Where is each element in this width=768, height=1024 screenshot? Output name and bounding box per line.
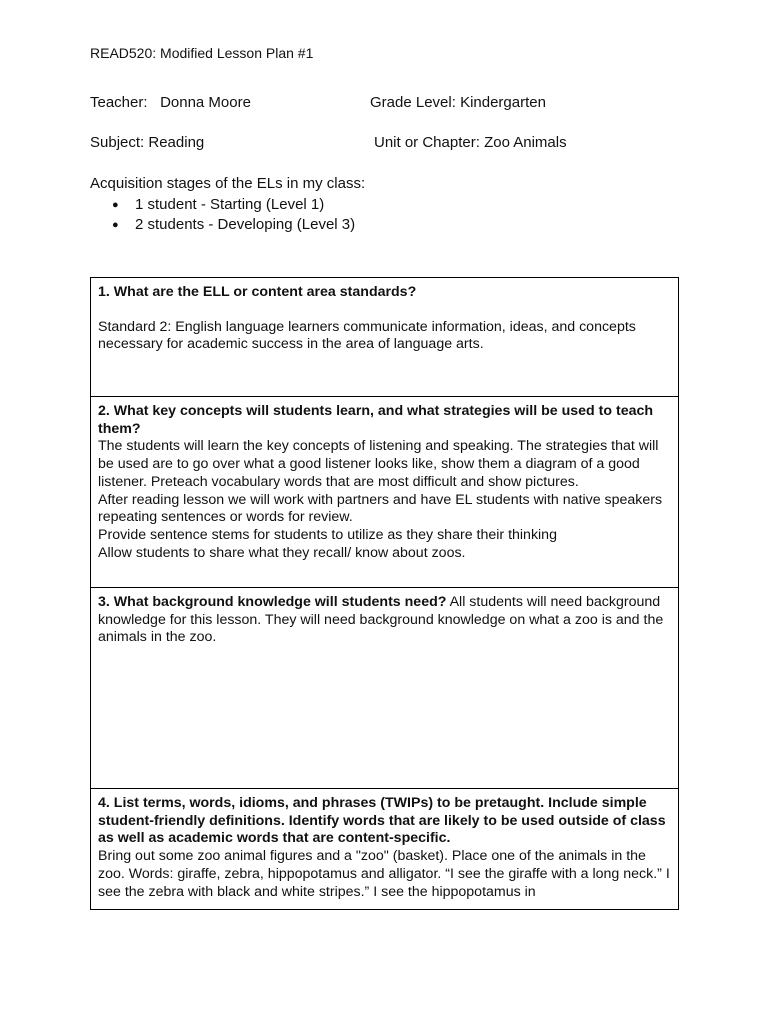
unit-field — [374, 134, 567, 152]
answer-text: All students will need background knowledge for this lesson. They will need background knowledge on what a zoo is and the animals in the zoo. — [98, 594, 664, 646]
grade-field — [370, 94, 546, 112]
table-cell — [91, 789, 679, 910]
question-text: 3. What background knowledge will students need? — [98, 594, 447, 610]
subject-field — [90, 134, 204, 152]
stages-list — [90, 195, 355, 235]
table-row — [91, 588, 679, 789]
answer-line: After reading lesson we will work with partners and have EL students with native speakers repeating sentences or words for review. — [98, 491, 663, 526]
table-row — [91, 397, 679, 588]
teacher-label: Teacher: — [90, 94, 148, 111]
table-cell — [91, 397, 679, 588]
list-item: ● 1 student - Starting (Level 1) — [112, 196, 325, 213]
question-text: 1. What are the ELL or content area standards? — [98, 284, 417, 300]
table-cell — [91, 588, 679, 789]
subject-value: Reading — [148, 134, 205, 151]
teacher-field — [90, 94, 251, 112]
list-item: ● 2 students - Developing (Level 3) — [112, 216, 356, 233]
document-title: READ520: Modified Lesson Plan #1 — [90, 45, 314, 61]
grade-value: Kindergarten — [460, 94, 546, 111]
question-text: 2. What key concepts will students learn, and what strategies will be used to teach them? — [98, 403, 654, 437]
table-cell — [91, 278, 679, 397]
teacher-name: Donna Moore — [160, 94, 251, 111]
question-text: 4. List terms, words, idioms, and phrases (TWIPs) to be pretaught. Include simple student-friendly definitions. Identify words that are likely to be used outside of class as well as academic words that are content-specific. — [98, 795, 666, 847]
answer-line: Provide sentence stems for students to utilize as they share their thinking — [98, 526, 557, 543]
unit-label: Unit or Chapter: — [374, 134, 480, 151]
bullet-icon: ● — [112, 219, 119, 231]
lesson-plan-table — [90, 277, 679, 910]
subject-label: Subject: — [90, 134, 145, 151]
stages-heading: Acquisition stages of the ELs in my class: — [90, 175, 366, 192]
bullet-icon: ● — [112, 199, 119, 211]
answer-text: Bring out some zoo animal figures and a "zoo" (basket). Place one of the animals in the zoo. Words: giraffe, zebra, hippopotamus and alligator. “I see the giraffe with a long neck.” I see the zebra with black and white stripes.” I see the hippopotamus in — [98, 848, 670, 900]
grade-label: Grade Level: — [370, 94, 456, 111]
table-row — [91, 278, 679, 397]
table-row — [91, 789, 679, 910]
answer-line: Allow students to share what they recall/ know about zoos. — [98, 544, 466, 561]
answer-line: The students will learn the key concepts of listening and speaking. The strategies that will be used are to go over what a good listener looks like, show them a diagram of a good listener. Preteach vocabulary words that are most difficult and show pictures. — [98, 438, 659, 490]
unit-value: Zoo Animals — [484, 134, 567, 151]
answer-text: Standard 2: English language learners communicate information, ideas, and concepts necessary for academic success in the area of language arts. — [98, 318, 636, 353]
